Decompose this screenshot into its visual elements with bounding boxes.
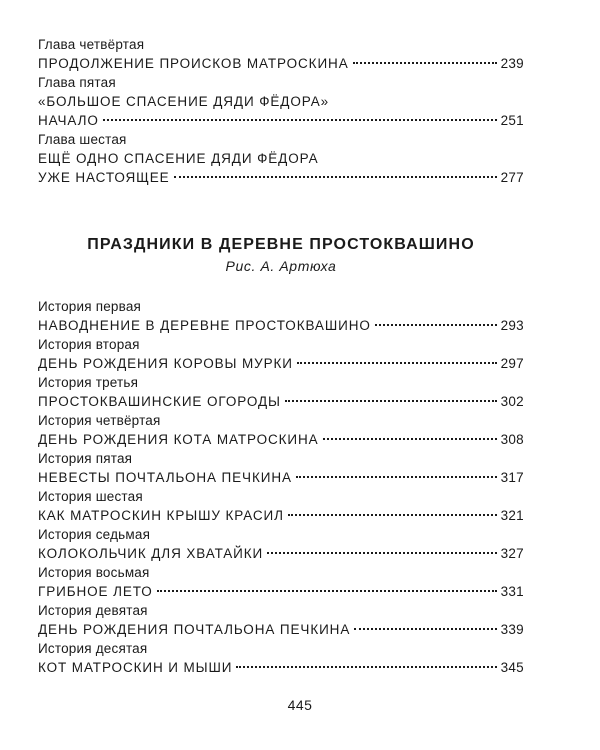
entry-page-number: 339 bbox=[500, 622, 524, 637]
toc-entry[interactable] bbox=[38, 620, 524, 639]
dot-leader bbox=[375, 324, 497, 326]
dot-leader bbox=[353, 62, 497, 64]
entry-title: ДЕНЬ РОЖДЕНИЯ КОРОВЫ МУРКИ bbox=[38, 356, 293, 371]
page-number: 445 bbox=[287, 697, 313, 713]
section-title: ПРАЗДНИКИ В ДЕРЕВНЕ ПРОСТОКВАШИНО bbox=[87, 236, 475, 253]
dot-leader bbox=[285, 400, 497, 402]
dot-leader bbox=[103, 119, 497, 121]
entry-title: ПРОСТОКВАШИНСКИЕ ОГОРОДЫ bbox=[38, 394, 281, 409]
dot-leader bbox=[157, 590, 497, 592]
story-label: История пятая bbox=[38, 451, 133, 466]
entry-title: ДЕНЬ РОЖДЕНИЯ ПОЧТАЛЬОНА ПЕЧКИНА bbox=[38, 622, 351, 637]
entry-page-number: 345 bbox=[500, 660, 524, 675]
toc-entry[interactable] bbox=[38, 316, 524, 335]
story-label: История третья bbox=[38, 375, 139, 390]
entry-page-number: 293 bbox=[500, 318, 524, 333]
toc-stories bbox=[38, 297, 524, 677]
toc-entry[interactable] bbox=[38, 111, 524, 130]
dot-leader bbox=[296, 476, 497, 478]
entry-title: УЖЕ НАСТОЯЩЕЕ bbox=[38, 170, 170, 185]
dot-leader bbox=[236, 666, 496, 668]
entry-title: ГРИБНОЕ ЛЕТО bbox=[38, 584, 153, 599]
entry-page-number: 277 bbox=[500, 170, 524, 185]
toc-entry[interactable] bbox=[38, 506, 524, 525]
entry-page-number: 321 bbox=[500, 508, 524, 523]
chapter-label: Глава шестая bbox=[38, 132, 127, 147]
dot-leader bbox=[288, 514, 497, 516]
entry-title-line: ЕЩЁ ОДНО СПАСЕНИЕ ДЯДИ ФЁДОРА bbox=[38, 151, 319, 166]
entry-title: ПРОДОЛЖЕНИЕ ПРОИСКОВ МАТРОСКИНА bbox=[38, 56, 349, 71]
entry-page-number: 327 bbox=[500, 546, 524, 561]
toc-entry[interactable] bbox=[38, 54, 524, 73]
story-label: История четвёртая bbox=[38, 413, 161, 428]
entry-page-number: 251 bbox=[500, 113, 524, 128]
entry-title: НАЧАЛО bbox=[38, 113, 99, 128]
entry-page-number: 317 bbox=[500, 470, 524, 485]
dot-leader bbox=[297, 362, 497, 364]
toc-entry[interactable] bbox=[38, 468, 524, 487]
entry-page-number: 239 bbox=[500, 56, 524, 71]
dot-leader bbox=[354, 628, 496, 630]
toc-chapters bbox=[38, 35, 524, 187]
entry-title: КОТ МАТРОСКИН И МЫШИ bbox=[38, 660, 233, 675]
toc-entry[interactable] bbox=[38, 430, 524, 449]
story-label: История шестая bbox=[38, 489, 143, 504]
chapter-label: Глава четвёртая bbox=[38, 37, 145, 52]
section-illustrator: Рис. А. Артюха bbox=[225, 258, 337, 274]
dot-leader bbox=[323, 438, 497, 440]
chapter-label: Глава пятая bbox=[38, 75, 116, 90]
toc-entry[interactable] bbox=[38, 582, 524, 601]
toc-entry[interactable] bbox=[38, 658, 524, 677]
toc-entry[interactable] bbox=[38, 168, 524, 187]
entry-title: ДЕНЬ РОЖДЕНИЯ КОТА МАТРОСКИНА bbox=[38, 432, 319, 447]
entry-title: КОЛОКОЛЬЧИК ДЛЯ ХВАТАЙКИ bbox=[38, 546, 264, 561]
dot-leader bbox=[174, 176, 497, 178]
toc-entry[interactable] bbox=[38, 354, 524, 373]
story-label: История первая bbox=[38, 299, 142, 314]
entry-title: НЕВЕСТЫ ПОЧТАЛЬОНА ПЕЧКИНА bbox=[38, 470, 292, 485]
entry-page-number: 331 bbox=[500, 584, 524, 599]
story-label: История вторая bbox=[38, 337, 140, 352]
story-label: История десятая bbox=[38, 641, 148, 656]
toc-entry[interactable] bbox=[38, 392, 524, 411]
dot-leader bbox=[267, 552, 496, 554]
entry-page-number: 308 bbox=[500, 432, 524, 447]
entry-page-number: 302 bbox=[500, 394, 524, 409]
story-label: История седьмая bbox=[38, 527, 151, 542]
entry-title: КАК МАТРОСКИН КРЫШУ КРАСИЛ bbox=[38, 508, 284, 523]
toc-entry[interactable] bbox=[38, 544, 524, 563]
entry-page-number: 297 bbox=[500, 356, 524, 371]
story-label: История восьмая bbox=[38, 565, 150, 580]
entry-title-line: «БОЛЬШОЕ СПАСЕНИЕ ДЯДИ ФЁДОРА» bbox=[38, 94, 330, 109]
story-label: История девятая bbox=[38, 603, 148, 618]
entry-title: НАВОДНЕНИЕ В ДЕРЕВНЕ ПРОСТОКВАШИНО bbox=[38, 318, 371, 333]
